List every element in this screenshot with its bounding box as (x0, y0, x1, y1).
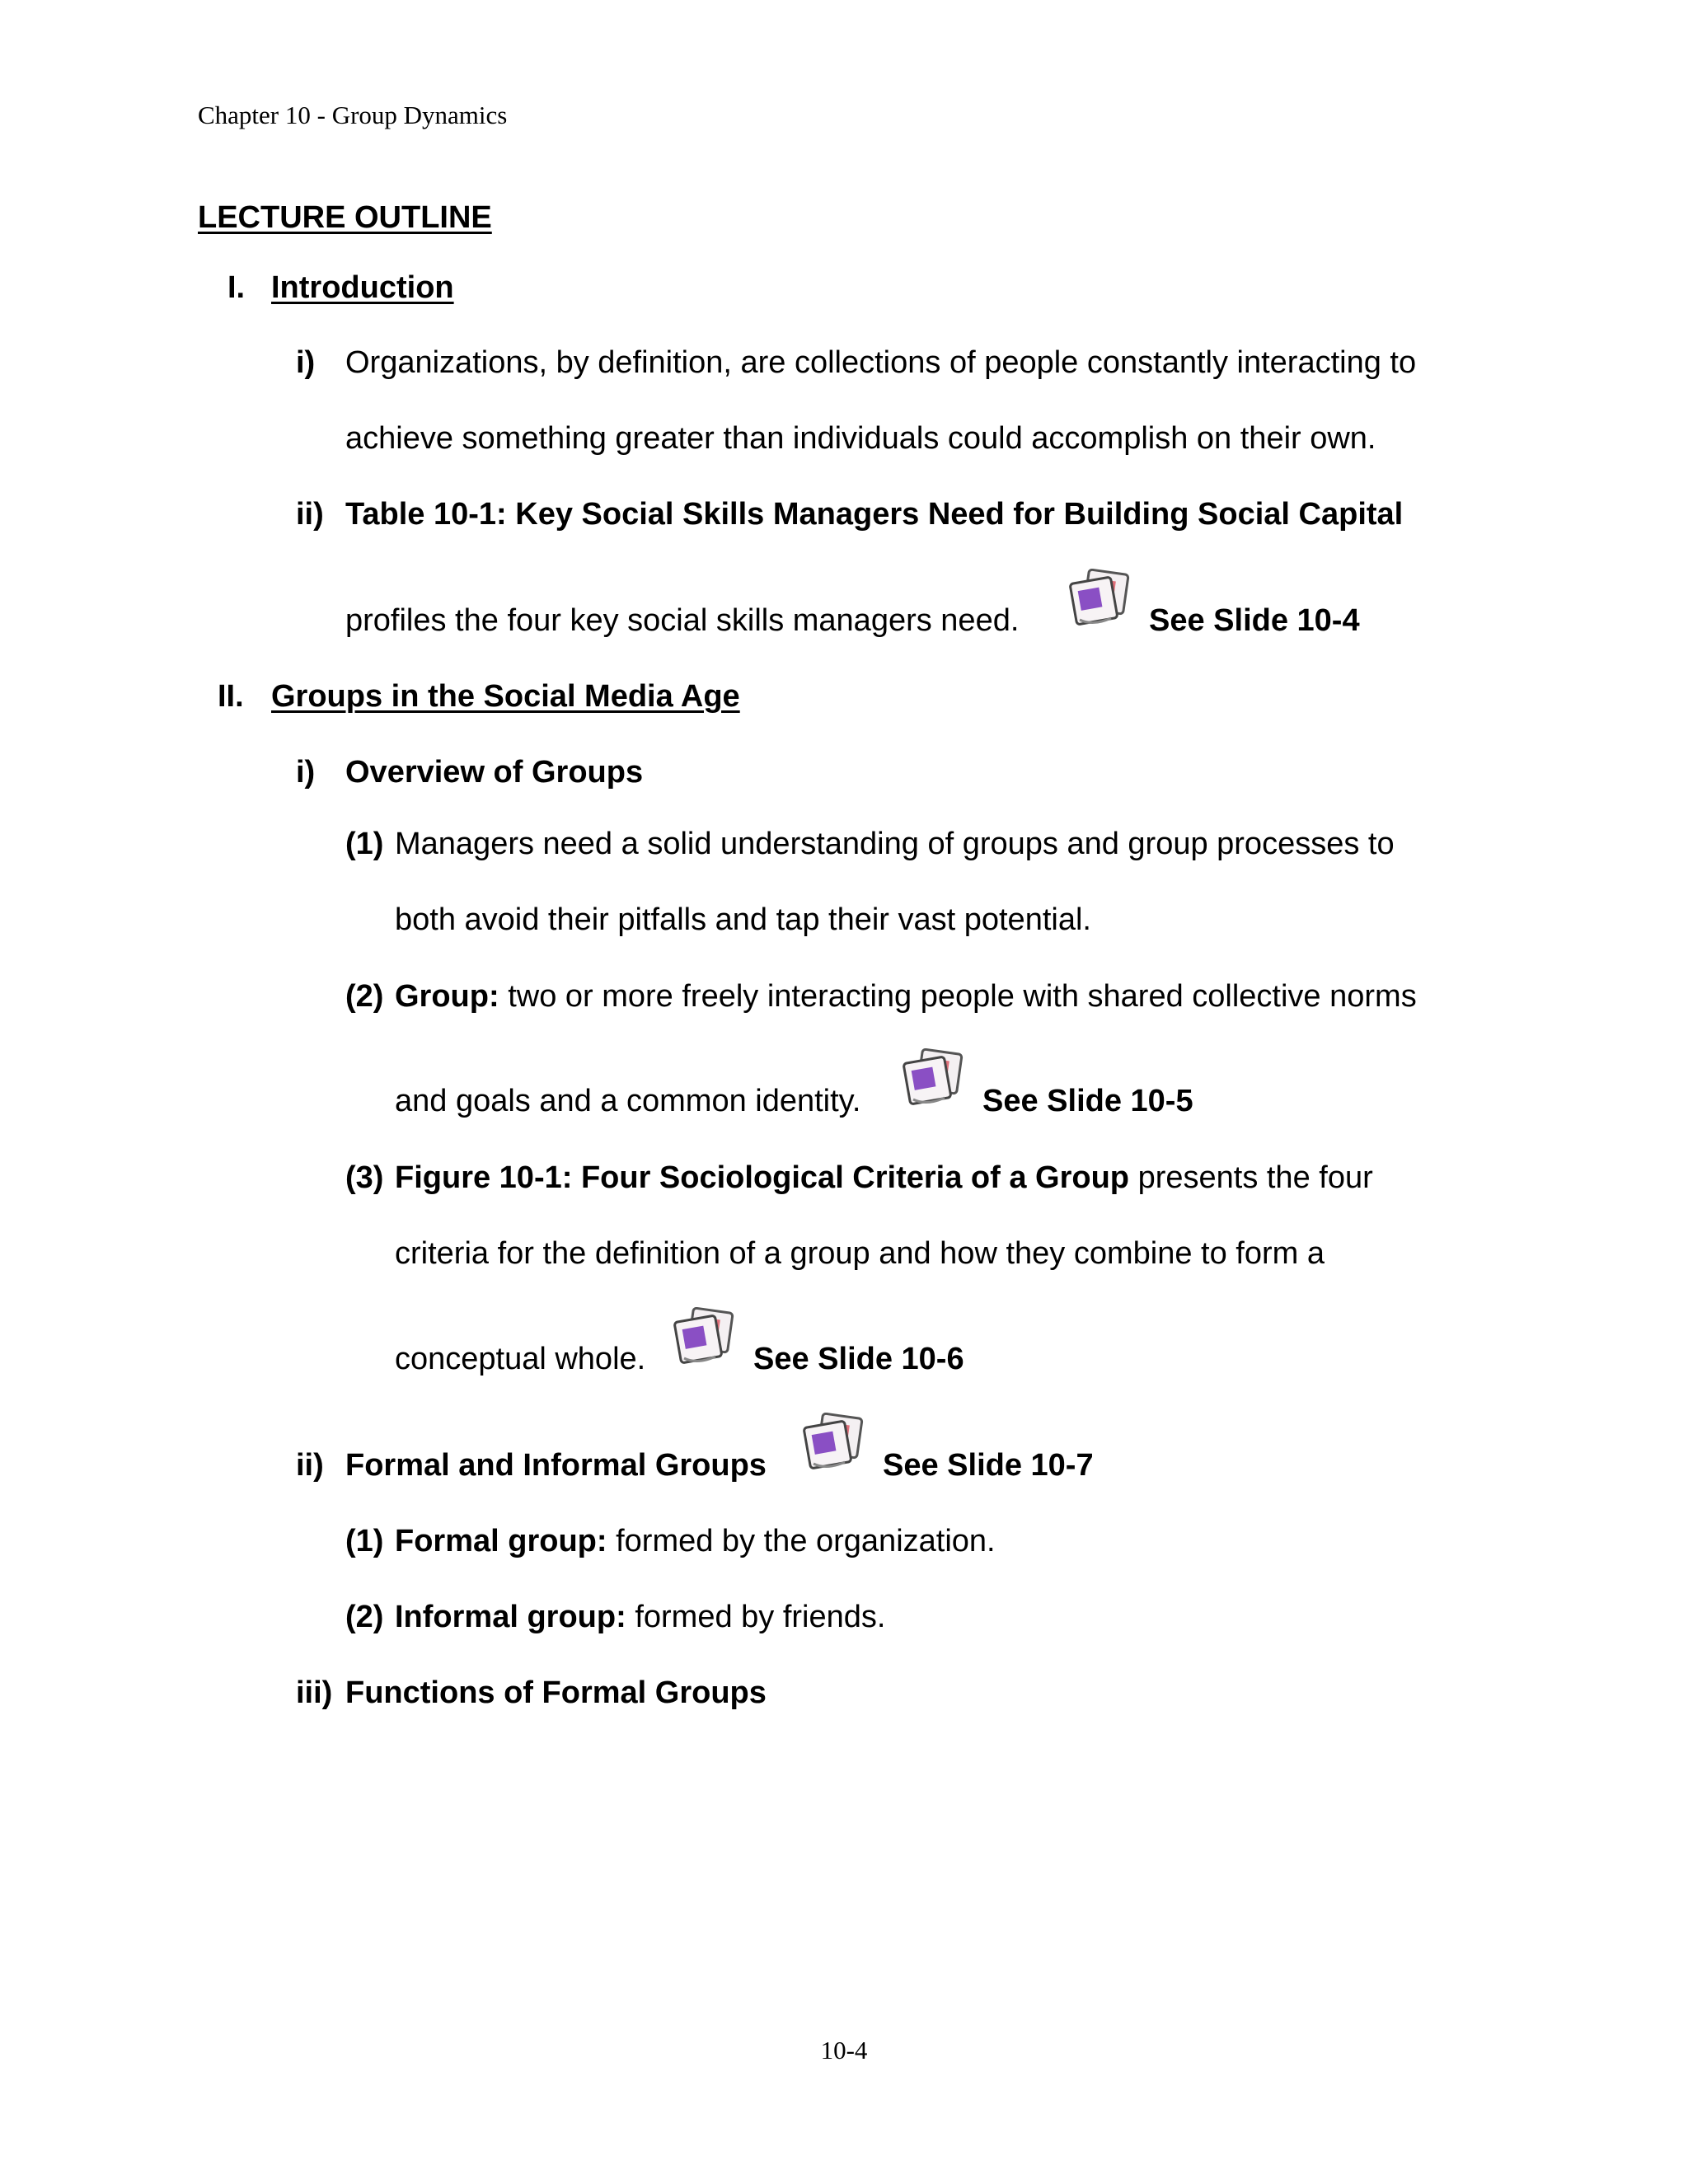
slide-icon (673, 1307, 738, 1366)
figure-reference: Figure 10-1: Four Sociological Criteria of a Group (395, 1160, 1130, 1195)
subsection-title-functions: Functions of Formal Groups (345, 1675, 767, 1710)
sub-item-marker: (3) (345, 1160, 384, 1195)
outline-title: LECTURE OUTLINE (198, 200, 492, 235)
item-marker: i) (296, 345, 316, 380)
section-marker: I. (227, 270, 246, 305)
slide-reference: See Slide 10-6 (753, 1342, 964, 1376)
item-marker: i) (296, 755, 316, 790)
group-definition-line-2: and goals and a common identity. (395, 1084, 861, 1118)
overview-sub-1-line-2: both avoid their pitfalls and tap their vast potential. (395, 902, 1091, 937)
slide-reference: See Slide 10-5 (982, 1084, 1193, 1118)
formal-group-text: formed by the organization. (607, 1524, 996, 1558)
slide-reference: See Slide 10-7 (883, 1448, 1094, 1483)
item-marker: ii) (296, 497, 324, 532)
table-reference: Table 10-1: Key Social Skills Managers Need for Building Social Capital (345, 497, 1404, 532)
item-marker: iii) (296, 1675, 333, 1710)
informal-group-term: Informal group: (395, 1600, 626, 1634)
sub-item-marker: (1) (345, 1524, 384, 1558)
formal-group-definition (395, 1526, 996, 1557)
section-title-groups: Groups in the Social Media Age (271, 679, 740, 714)
section-title-introduction: Introduction (271, 270, 454, 305)
slide-icon (1068, 569, 1134, 628)
intro-item-1-line-1: Organizations, by definition, are collections of people constantly interacting to (345, 345, 1417, 380)
formal-group-term: Formal group: (395, 1524, 607, 1558)
informal-group-text: formed by friends. (626, 1600, 886, 1634)
group-term: Group: (395, 979, 499, 1014)
intro-item-2-line-2: profiles the four key social skills managers need. (345, 603, 1020, 638)
sub-item-marker: (1) (345, 827, 384, 861)
subsection-title-overview: Overview of Groups (345, 755, 644, 790)
figure-reference-text: presents the four (1129, 1160, 1373, 1195)
running-header: Chapter 10 - Group Dynamics (198, 101, 508, 129)
figure-reference-line-3: conceptual whole. (395, 1342, 646, 1376)
slide-reference: See Slide 10-4 (1149, 603, 1360, 638)
subsection-title-formal-informal: Formal and Informal Groups (345, 1448, 767, 1483)
sub-item-marker: (2) (345, 979, 384, 1014)
group-definition-line-1 (395, 981, 1417, 1012)
item-marker: ii) (296, 1448, 324, 1483)
informal-group-definition (395, 1601, 885, 1633)
figure-reference-line-2: criteria for the definition of a group and how they combine to form a (395, 1236, 1325, 1271)
page-number: 10-4 (820, 2036, 868, 2064)
intro-item-1-line-2: achieve something greater than individuals could accomplish on their own. (345, 421, 1376, 456)
figure-reference-line-1 (395, 1162, 1373, 1193)
section-marker: II. (218, 679, 244, 714)
slide-icon (902, 1048, 968, 1108)
overview-sub-1-line-1: Managers need a solid understanding of groups and group processes to (395, 827, 1395, 861)
sub-item-marker: (2) (345, 1600, 384, 1634)
group-definition-text: two or more freely interacting people with shared collective norms (499, 979, 1417, 1014)
slide-icon (802, 1413, 868, 1472)
